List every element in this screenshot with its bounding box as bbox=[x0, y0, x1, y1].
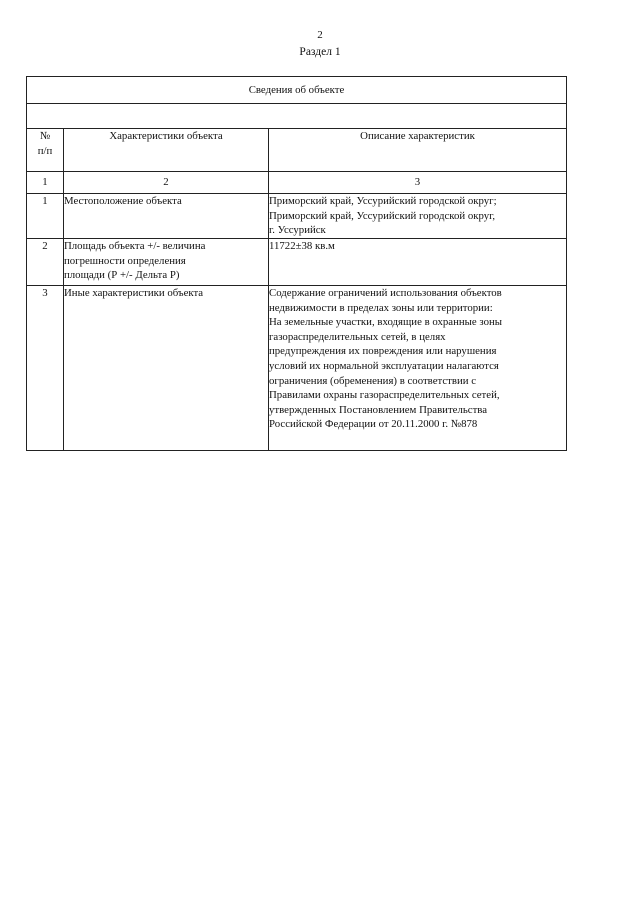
empty-row bbox=[27, 104, 567, 129]
row-characteristic: Площадь объекта +/- величина погрешности определения площади (Р +/- Дельта Р) bbox=[64, 239, 269, 286]
header-number: № п/п bbox=[27, 129, 64, 172]
row-description: Приморский край, Уссурийский городской округ; Приморский край, Уссурийский городской округ, г. Уссурийск bbox=[269, 194, 567, 239]
row-characteristic: Местоположение объекта bbox=[64, 194, 269, 239]
row-number: 3 bbox=[27, 286, 64, 451]
table-row bbox=[27, 194, 567, 239]
header-description: Описание характеристик bbox=[269, 129, 567, 172]
table-row bbox=[27, 239, 567, 286]
page-number: 2 bbox=[317, 29, 323, 41]
row-number: 1 bbox=[27, 194, 64, 239]
column-number-3: 3 bbox=[269, 172, 567, 194]
table-title: Сведения об объекте bbox=[27, 77, 567, 104]
column-number-1: 1 bbox=[27, 172, 64, 194]
header-characteristics: Характеристики объекта bbox=[64, 129, 269, 172]
row-description: Содержание ограничений использования объектов недвижимости в пределах зоны или территории: На земельные участки, входящие в охранные зоны газораспределительных сетей, в целях предупреждения их повреждения или нарушения условий их нормальной эксплуатации налагаются ограничения (обременения) в соответствии с Правилами охраны газораспределительных сетей, утвержденных Постановлением Правительства Российской Федерации от 20.11.2000 г. №878 bbox=[269, 286, 567, 451]
row-description: 11722±38 кв.м bbox=[269, 239, 567, 286]
row-number: 2 bbox=[27, 239, 64, 286]
object-info-table bbox=[26, 76, 567, 451]
section-title: Раздел 1 bbox=[299, 46, 341, 58]
table-row bbox=[27, 286, 567, 451]
row-characteristic: Иные характеристики объекта bbox=[64, 286, 269, 451]
column-number-2: 2 bbox=[64, 172, 269, 194]
